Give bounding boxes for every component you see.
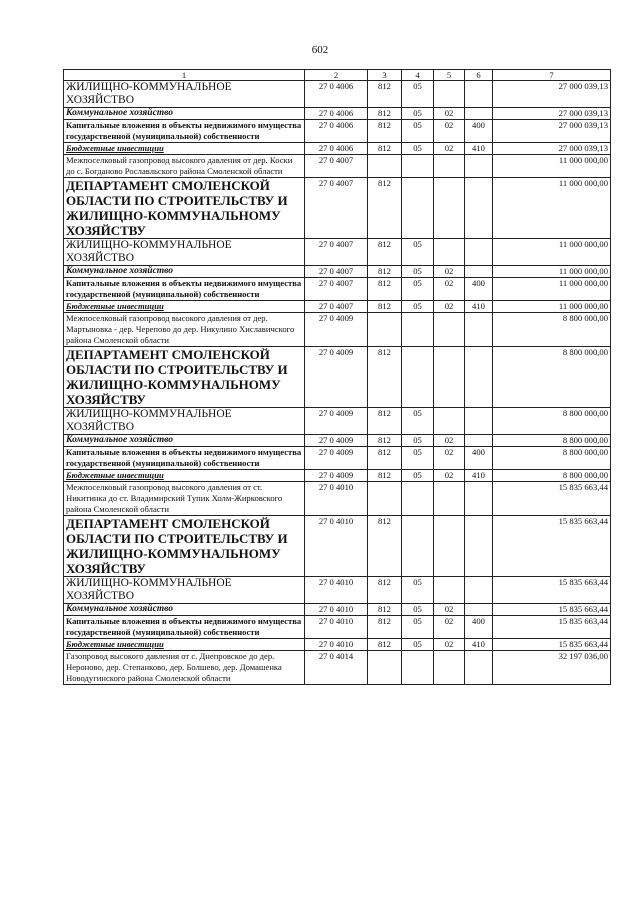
amount-cell: 15 835 663,44 — [493, 482, 611, 516]
section-code-cell: 05 — [402, 639, 434, 651]
column-header: 2 — [305, 70, 368, 81]
expense-type-cell: 410 — [465, 143, 493, 155]
department-code-cell: 812 — [368, 470, 402, 482]
row-name-cell: Бюджетные инвестиции — [64, 639, 305, 651]
table-row — [64, 639, 611, 651]
expense-type-cell: 410 — [465, 639, 493, 651]
table-row — [64, 482, 611, 516]
section-code-cell: 05 — [402, 301, 434, 313]
amount-cell: 8 800 000,00 — [493, 408, 611, 435]
row-name-cell: ЖИЛИЩНО-КОММУНАЛЬНОЕ ХОЗЯЙСТВО — [64, 239, 305, 266]
target-code-cell: 27 0 4009 — [305, 347, 368, 408]
amount-cell: 15 835 663,44 — [493, 639, 611, 651]
amount-cell: 27 000 039,13 — [493, 120, 611, 143]
section-code-cell — [402, 313, 434, 347]
target-code-cell: 27 0 4009 — [305, 470, 368, 482]
department-code-cell: 812 — [368, 577, 402, 604]
row-name-cell: ДЕПАРТАМЕНТ СМОЛЕНСКОЙ ОБЛАСТИ ПО СТРОИТЕЛЬСТВУ И ЖИЛИЩНО-КОММУНАЛЬНОМУ ХОЗЯЙСТВУ — [64, 178, 305, 239]
row-name-cell: ЖИЛИЩНО-КОММУНАЛЬНОЕ ХОЗЯЙСТВО — [64, 577, 305, 604]
section-code-cell: 05 — [402, 435, 434, 447]
expense-type-cell: 400 — [465, 278, 493, 301]
department-code-cell: 812 — [368, 108, 402, 120]
expense-type-cell — [465, 651, 493, 685]
subsection-code-cell: 02 — [434, 616, 465, 639]
subsection-code-cell — [434, 347, 465, 408]
section-code-cell: 05 — [402, 604, 434, 616]
amount-cell: 27 000 039,13 — [493, 143, 611, 155]
row-name-cell: Бюджетные инвестиции — [64, 143, 305, 155]
subsection-code-cell — [434, 313, 465, 347]
subsection-code-cell: 02 — [434, 435, 465, 447]
amount-cell: 15 835 663,44 — [493, 577, 611, 604]
row-name-cell: Бюджетные инвестиции — [64, 301, 305, 313]
subsection-code-cell: 02 — [434, 120, 465, 143]
section-code-cell: 05 — [402, 239, 434, 266]
subsection-code-cell: 02 — [434, 470, 465, 482]
table-row — [64, 616, 611, 639]
section-code-cell: 05 — [402, 120, 434, 143]
amount-cell: 8 800 000,00 — [493, 447, 611, 470]
section-code-cell — [402, 155, 434, 178]
row-name-cell: Коммунальное хозяйство — [64, 435, 305, 447]
section-code-cell: 05 — [402, 143, 434, 155]
row-name-cell: ЖИЛИЩНО-КОММУНАЛЬНОЕ ХОЗЯЙСТВО — [64, 408, 305, 435]
section-code-cell: 05 — [402, 108, 434, 120]
department-code-cell — [368, 313, 402, 347]
section-code-cell: 05 — [402, 81, 434, 108]
column-header: 3 — [368, 70, 402, 81]
department-code-cell: 812 — [368, 516, 402, 577]
subsection-code-cell — [434, 482, 465, 516]
department-code-cell: 812 — [368, 435, 402, 447]
target-code-cell: 27 0 4010 — [305, 577, 368, 604]
target-code-cell: 27 0 4009 — [305, 313, 368, 347]
row-name-cell: Межпоселковый газопровод высокого давления от ст. Никитинка до ст. Владимирский Тупик Холм-Жирковского района Смоленской области — [64, 482, 305, 516]
amount-cell: 27 000 039,13 — [493, 108, 611, 120]
subsection-code-cell — [434, 408, 465, 435]
section-code-cell: 05 — [402, 447, 434, 470]
row-name-cell: Капитальные вложения в объекты недвижимого имущества государственной (муниципальной) собственности — [64, 120, 305, 143]
expense-type-cell — [465, 239, 493, 266]
amount-cell: 8 800 000,00 — [493, 435, 611, 447]
row-name-cell: Бюджетные инвестиции — [64, 470, 305, 482]
expense-type-cell — [465, 155, 493, 178]
target-code-cell: 27 0 4010 — [305, 616, 368, 639]
department-code-cell: 812 — [368, 266, 402, 278]
column-header: 1 — [64, 70, 305, 81]
row-name-cell: Капитальные вложения в объекты недвижимого имущества государственной (муниципальной) собственности — [64, 616, 305, 639]
row-name-cell: Коммунальное хозяйство — [64, 108, 305, 120]
department-code-cell: 812 — [368, 143, 402, 155]
table-row — [64, 108, 611, 120]
target-code-cell: 27 0 4010 — [305, 604, 368, 616]
amount-cell: 15 835 663,44 — [493, 616, 611, 639]
target-code-cell: 27 0 4009 — [305, 447, 368, 470]
department-code-cell: 812 — [368, 408, 402, 435]
target-code-cell: 27 0 4009 — [305, 408, 368, 435]
expense-type-cell — [465, 313, 493, 347]
subsection-code-cell: 02 — [434, 301, 465, 313]
department-code-cell: 812 — [368, 81, 402, 108]
expense-type-cell — [465, 604, 493, 616]
expense-type-cell: 410 — [465, 301, 493, 313]
section-code-cell — [402, 482, 434, 516]
amount-cell: 11 000 000,00 — [493, 301, 611, 313]
department-code-cell: 812 — [368, 447, 402, 470]
amount-cell: 27 000 039,13 — [493, 81, 611, 108]
target-code-cell: 27 0 4006 — [305, 81, 368, 108]
expense-type-cell — [465, 435, 493, 447]
row-name-cell: Коммунальное хозяйство — [64, 266, 305, 278]
column-header: 4 — [402, 70, 434, 81]
expense-type-cell — [465, 408, 493, 435]
target-code-cell: 27 0 4014 — [305, 651, 368, 685]
expense-type-cell — [465, 482, 493, 516]
row-name-cell: ЖИЛИЩНО-КОММУНАЛЬНОЕ ХОЗЯЙСТВО — [64, 81, 305, 108]
expense-type-cell — [465, 178, 493, 239]
row-name-cell: Межпоселковый газопровод высокого давления от дер. Мартыновка - дер. Черепово до дер. Никулино Хиславичского района Смоленской области — [64, 313, 305, 347]
subsection-code-cell: 02 — [434, 278, 465, 301]
amount-cell: 11 000 000,00 — [493, 278, 611, 301]
target-code-cell: 27 0 4006 — [305, 120, 368, 143]
table-row — [64, 408, 611, 435]
target-code-cell: 27 0 4010 — [305, 639, 368, 651]
table-body — [64, 70, 611, 685]
table-row — [64, 347, 611, 408]
department-code-cell: 812 — [368, 239, 402, 266]
header-row — [64, 70, 611, 81]
page-number: 602 — [311, 44, 329, 56]
row-name-cell: ДЕПАРТАМЕНТ СМОЛЕНСКОЙ ОБЛАСТИ ПО СТРОИТЕЛЬСТВУ И ЖИЛИЩНО-КОММУНАЛЬНОМУ ХОЗЯЙСТВУ — [64, 516, 305, 577]
target-code-cell: 27 0 4007 — [305, 266, 368, 278]
table-row — [64, 155, 611, 178]
table-row — [64, 143, 611, 155]
subsection-code-cell: 02 — [434, 604, 465, 616]
table-row — [64, 266, 611, 278]
table-row — [64, 651, 611, 685]
table-row — [64, 470, 611, 482]
department-code-cell: 812 — [368, 639, 402, 651]
target-code-cell: 27 0 4010 — [305, 516, 368, 577]
table-row — [64, 178, 611, 239]
amount-cell: 11 000 000,00 — [493, 155, 611, 178]
department-code-cell: 812 — [368, 347, 402, 408]
table-row — [64, 516, 611, 577]
section-code-cell: 05 — [402, 266, 434, 278]
department-code-cell: 812 — [368, 178, 402, 239]
amount-cell: 15 835 663,44 — [493, 516, 611, 577]
target-code-cell: 27 0 4006 — [305, 143, 368, 155]
expense-type-cell — [465, 266, 493, 278]
target-code-cell: 27 0 4007 — [305, 301, 368, 313]
subsection-code-cell: 02 — [434, 447, 465, 470]
section-code-cell: 05 — [402, 278, 434, 301]
target-code-cell: 27 0 4010 — [305, 482, 368, 516]
section-code-cell — [402, 651, 434, 685]
table-row — [64, 278, 611, 301]
subsection-code-cell — [434, 516, 465, 577]
table-row — [64, 301, 611, 313]
target-code-cell: 27 0 4007 — [305, 239, 368, 266]
table-row — [64, 239, 611, 266]
department-code-cell: 812 — [368, 301, 402, 313]
target-code-cell: 27 0 4009 — [305, 435, 368, 447]
table-row — [64, 81, 611, 108]
department-code-cell: 812 — [368, 616, 402, 639]
subsection-code-cell — [434, 178, 465, 239]
expense-type-cell: 410 — [465, 470, 493, 482]
subsection-code-cell — [434, 651, 465, 685]
subsection-code-cell — [434, 239, 465, 266]
section-code-cell: 05 — [402, 616, 434, 639]
row-name-cell: Капитальные вложения в объекты недвижимого имущества государственной (муниципальной) собственности — [64, 278, 305, 301]
department-code-cell — [368, 155, 402, 178]
table-row — [64, 577, 611, 604]
target-code-cell: 27 0 4006 — [305, 108, 368, 120]
subsection-code-cell: 02 — [434, 639, 465, 651]
expense-type-cell — [465, 516, 493, 577]
section-code-cell: 05 — [402, 408, 434, 435]
subsection-code-cell — [434, 577, 465, 604]
table-row — [64, 604, 611, 616]
amount-cell: 32 197 036,00 — [493, 651, 611, 685]
expense-type-cell — [465, 108, 493, 120]
section-code-cell — [402, 347, 434, 408]
row-name-cell: Газопровод высокого давления от с. Днепровское до дер. Нероново, дер. Степанково, дер. Болшево, дер. Домашенка Новодугинского района Смоленской области — [64, 651, 305, 685]
target-code-cell: 27 0 4007 — [305, 278, 368, 301]
amount-cell: 15 835 663,44 — [493, 604, 611, 616]
row-name-cell: Капитальные вложения в объекты недвижимого имущества государственной (муниципальной) собственности — [64, 447, 305, 470]
subsection-code-cell: 02 — [434, 108, 465, 120]
amount-cell: 8 800 000,00 — [493, 347, 611, 408]
table-row — [64, 447, 611, 470]
expense-type-cell — [465, 577, 493, 604]
table-row — [64, 313, 611, 347]
expense-type-cell — [465, 81, 493, 108]
amount-cell: 8 800 000,00 — [493, 313, 611, 347]
department-code-cell — [368, 482, 402, 516]
section-code-cell: 05 — [402, 577, 434, 604]
row-name-cell: ДЕПАРТАМЕНТ СМОЛЕНСКОЙ ОБЛАСТИ ПО СТРОИТЕЛЬСТВУ И ЖИЛИЩНО-КОММУНАЛЬНОМУ ХОЗЯЙСТВУ — [64, 347, 305, 408]
expense-type-cell: 400 — [465, 120, 493, 143]
expense-type-cell: 400 — [465, 447, 493, 470]
section-code-cell — [402, 516, 434, 577]
subsection-code-cell: 02 — [434, 143, 465, 155]
subsection-code-cell: 02 — [434, 266, 465, 278]
expense-type-cell: 400 — [465, 616, 493, 639]
subsection-code-cell — [434, 81, 465, 108]
table-row — [64, 120, 611, 143]
amount-cell: 11 000 000,00 — [493, 178, 611, 239]
column-header: 6 — [465, 70, 493, 81]
amount-cell: 11 000 000,00 — [493, 239, 611, 266]
amount-cell: 11 000 000,00 — [493, 266, 611, 278]
expense-type-cell — [465, 347, 493, 408]
row-name-cell: Межпоселковый газопровод высокого давления от дер. Коски до с. Богданово Рославльского района Смоленской области — [64, 155, 305, 178]
department-code-cell: 812 — [368, 120, 402, 143]
row-name-cell: Коммунальное хозяйство — [64, 604, 305, 616]
target-code-cell: 27 0 4007 — [305, 178, 368, 239]
table-row — [64, 435, 611, 447]
column-header: 7 — [493, 70, 611, 81]
section-code-cell: 05 — [402, 470, 434, 482]
subsection-code-cell — [434, 155, 465, 178]
section-code-cell — [402, 178, 434, 239]
column-header: 5 — [434, 70, 465, 81]
department-code-cell — [368, 651, 402, 685]
target-code-cell: 27 0 4007 — [305, 155, 368, 178]
department-code-cell: 812 — [368, 278, 402, 301]
amount-cell: 8 800 000,00 — [493, 470, 611, 482]
budget-table — [63, 69, 611, 685]
department-code-cell: 812 — [368, 604, 402, 616]
